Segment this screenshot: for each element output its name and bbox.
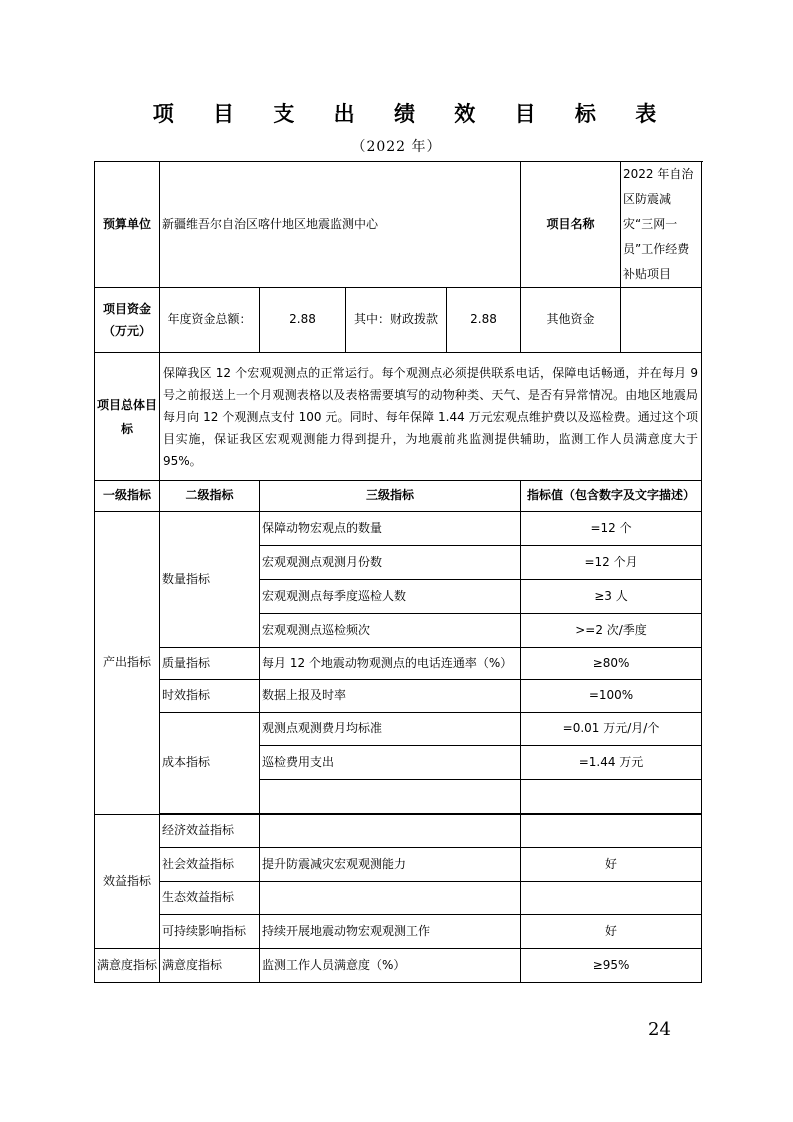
benefit-level1: 效益指标: [95, 815, 160, 949]
quantity-level2: 数量指标: [160, 512, 260, 648]
col-level1-header: 一级指标: [95, 481, 160, 512]
benefit-level2: 生态效益指标: [160, 882, 260, 915]
funds-row: [95, 288, 702, 353]
benefit-level2: 经济效益指标: [160, 815, 260, 848]
table-row: [95, 680, 702, 713]
annual-total-label: 年度资金总额：: [160, 288, 260, 353]
satisfaction-level2: 满意度指标: [160, 949, 260, 983]
indicator-level3: 宏观观测点每季度巡检人数: [260, 580, 521, 614]
indicator-level3: 观测点观测费月均标准: [260, 713, 521, 746]
header-row: [95, 162, 702, 288]
performance-goal-table: [94, 161, 702, 983]
indicator-value: [521, 882, 702, 915]
page-title: 项 目 支 出 绩 效 目 标 表: [152, 101, 673, 126]
table-row: [95, 512, 702, 546]
indicator-level3: 宏观观测点观测月份数: [260, 546, 521, 580]
indicator-value: ≥80%: [521, 648, 702, 680]
project-name-value: 2022 年自治区防震减灾“三网一员”工作经费补贴项目: [621, 162, 702, 288]
year-subtitle: （2022 年）: [351, 139, 442, 155]
funds-label-line1: 项目资金: [102, 302, 151, 316]
output-level1: 产出指标: [95, 512, 160, 815]
indicator-level3: [260, 780, 521, 814]
goal-label: 项目总体目标: [95, 353, 160, 481]
table-row: [95, 713, 702, 746]
indicator-level3: [260, 815, 521, 848]
table-row: [95, 915, 702, 949]
indicator-level3: 宏观观测点巡检频次: [260, 614, 521, 648]
indicator-level3: 数据上报及时率: [260, 680, 521, 713]
indicator-value: =0.01 万元/月/个: [521, 713, 702, 746]
timeliness-level2: 时效指标: [160, 680, 260, 713]
indicator-level3: 监测工作人员满意度（%）: [260, 949, 521, 983]
table-row: [95, 815, 702, 848]
cost-level2: 成本指标: [160, 713, 260, 814]
indicator-level3: 每月 12 个地震动物观测点的电话连通率（%）: [260, 648, 521, 680]
indicator-level3: 提升防震减灾宏观观测能力: [260, 848, 521, 882]
indicator-value: =12 个月: [521, 546, 702, 580]
satisfaction-level1: 满意度指标: [95, 949, 160, 983]
quality-level2: 质量指标: [160, 648, 260, 680]
other-funds-label: 其他资金: [521, 288, 621, 353]
indicator-value: ≥3 人: [521, 580, 702, 614]
col-level2-header: 二级指标: [160, 481, 260, 512]
fiscal-value: 2.88: [447, 288, 521, 353]
indicator-value: [521, 780, 702, 814]
other-funds-value: [621, 288, 702, 353]
indicator-value: =12 个: [521, 512, 702, 546]
indicator-value: ≥95%: [521, 949, 702, 983]
project-name-label: 项目名称: [521, 162, 621, 288]
benefit-level2: 可持续影响指标: [160, 915, 260, 949]
col-value-header: 指标值（包含数字及文字描述）: [521, 481, 702, 512]
table-row: [95, 648, 702, 680]
indicator-value: 好: [521, 915, 702, 949]
indicator-value: 好: [521, 848, 702, 882]
goal-text: 保障我区 12 个宏观观测点的正常运行。每个观测点必须提供联系电话，保障电话畅通，并在每月 9 号之前报送上一个月观测表格以及表格需要填写的动物种类、天气、是否有异常情况。由地区地震局每月向 12 个观测点支付 100 元。同时、每年保障 1.44 万元宏观点维护费以及巡检费。通过这个项目实施，保证我区宏观观测能力得到提升，为地震前兆监测提供辅助，监测工作人员满意度大于 95%。: [160, 353, 702, 481]
indicator-value: =1.44 万元: [521, 746, 702, 780]
benefit-level2: 社会效益指标: [160, 848, 260, 882]
indicator-level3: 持续开展地震动物宏观观测工作: [260, 915, 521, 949]
fiscal-label: 其中：财政拨款: [346, 288, 447, 353]
budget-unit-value: 新疆维吾尔自治区喀什地区地震监测中心: [160, 162, 521, 288]
col-level3-header: 三级指标: [260, 481, 521, 512]
table-row: [95, 848, 702, 882]
indicator-value: [521, 815, 702, 848]
page-number: 24: [648, 1019, 671, 1040]
annual-total-value: 2.88: [260, 288, 346, 353]
indicator-value: >=2 次/季度: [521, 614, 702, 648]
indicator-level3: [260, 882, 521, 915]
budget-unit-label: 预算单位: [95, 162, 160, 288]
column-header-row: [95, 481, 702, 512]
indicator-value: =100%: [521, 680, 702, 713]
funds-label-line2: （万元）: [102, 324, 151, 338]
indicator-level3: 保障动物宏观点的数量: [260, 512, 521, 546]
goal-row: [95, 353, 702, 481]
table-row: [95, 949, 702, 983]
table-row: [95, 882, 702, 915]
funds-label: [95, 288, 160, 353]
indicator-level3: 巡检费用支出: [260, 746, 521, 780]
